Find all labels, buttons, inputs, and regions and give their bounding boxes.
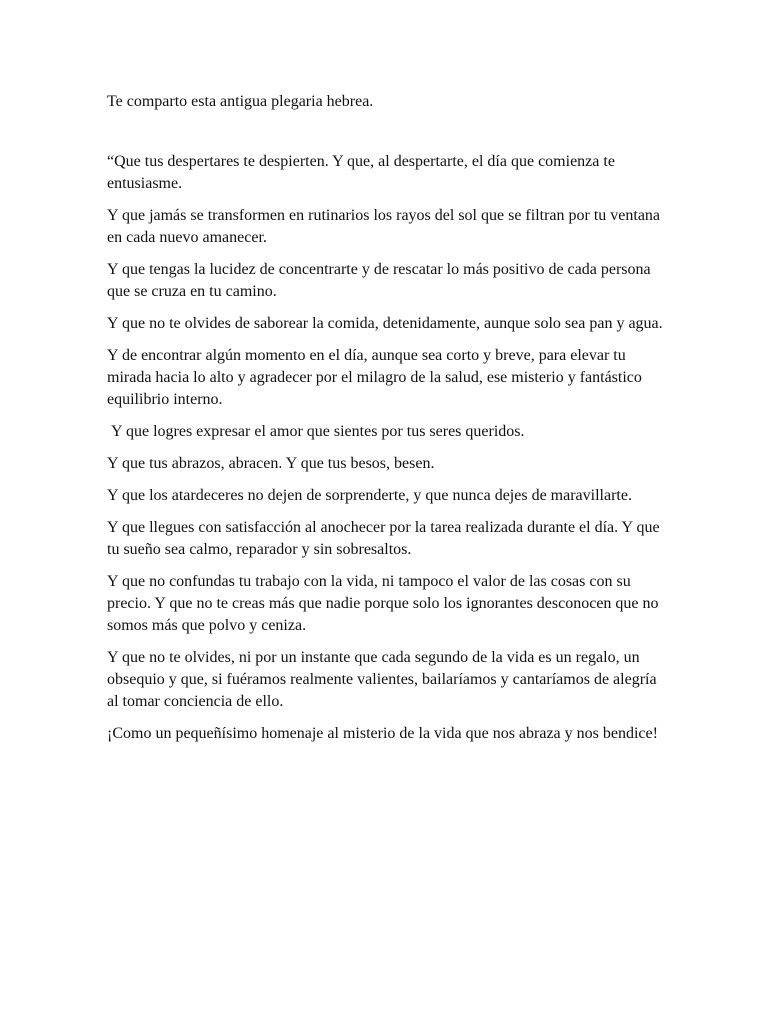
- paragraph-3: Y que tengas la lucidez de concentrarte y de rescatar lo más positivo de cada persona que se cruza en tu camino.: [107, 261, 651, 300]
- paragraph-8: Y que los atardeceres no dejen de sorprenderte, y que nunca dejes de maravillarte.: [107, 487, 632, 504]
- paragraph-1: “Que tus despertares te despierten. Y que, al despertarte, el día que comienza te entusiasme.: [107, 153, 615, 192]
- paragraph-2: Y que jamás se transformen en rutinarios los rayos del sol que se filtran por tu ventana en cada nuevo amanecer.: [107, 207, 661, 246]
- paragraph-11: Y que no te olvides, ni por un instante que cada segundo de la vida es un regalo, un obsequio y que, si fuéramos realmente valientes, bailaríamos y cantaríamos de alegría al tomar conciencia de ello.: [107, 649, 657, 710]
- paragraph-10: Y que no confundas tu trabajo con la vida, ni tampoco el valor de las cosas con su precio. Y que no te creas más que nadie porque solo los ignorantes desconocen que no somos más que polvo y ceniza.: [107, 573, 659, 634]
- intro-line: Te comparto esta antigua plegaria hebrea.: [107, 93, 374, 110]
- paragraph-4: Y que no te olvides de saborear la comida, detenidamente, aunque solo sea pan y agua.: [107, 315, 663, 332]
- paragraph-7: Y que tus abrazos, abracen. Y que tus besos, besen.: [107, 455, 435, 472]
- paragraph-12: ¡Como un pequeñísimo homenaje al misterio de la vida que nos abraza y nos bendice!: [107, 725, 658, 742]
- paragraph-6: Y que logres expresar el amor que sientes por tus seres queridos.: [107, 423, 525, 440]
- paragraph-9: Y que llegues con satisfacción al anochecer por la tarea realizada durante el día. Y que tu sueño sea calmo, reparador y sin sobresaltos.: [107, 519, 660, 558]
- paragraph-5: Y de encontrar algún momento en el día, aunque sea corto y breve, para elevar tu mirada hacia lo alto y agradecer por el milagro de la salud, ese misterio y fantástico equilibrio interno.: [107, 347, 642, 408]
- document-page: [107, 91, 663, 755]
